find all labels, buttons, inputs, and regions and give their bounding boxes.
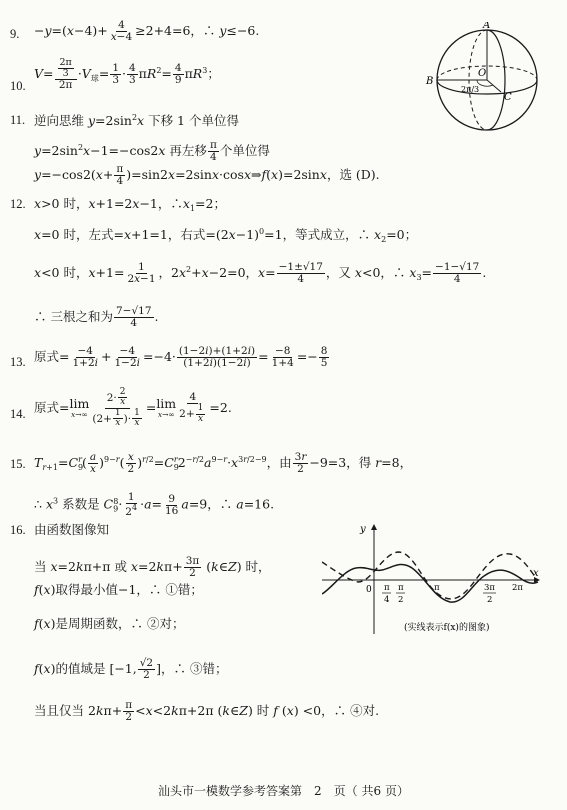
label-o: O (478, 68, 487, 79)
problem-number: 10. (10, 79, 26, 93)
problem-number: 13. (10, 355, 26, 369)
problem-10-body: V= $\frac{\frac{2\pi}{3}}{2\pi}$ $\cdot V_球=$ $\frac{1}{3}$ · $\frac{4}{3}$ $\pi R^2=$ $\frac{4}{9}$ $\pi R^3$； (34, 57, 220, 91)
problem-11-line-2: $y=2\sin^2x-1=-\cos 2x$ 再左移 $\frac{\pi}{4}$ 个单位得 (34, 139, 270, 164)
problem-number: 12. (10, 197, 26, 211)
problem-16-line-3: f(x)取得最小值−1，∴ ①错； (34, 582, 203, 597)
tick-pi-2-den: 2 (398, 595, 404, 605)
y-label: y (360, 524, 366, 535)
graph-caption: (实线表示f(x)的图象) (404, 623, 490, 633)
problem-16-line-6: 当且仅当 2kπ+ $\frac{\pi}{2}$ <x<2kπ+2π (k∈Z) 时 f (x) <0，∴ ④对. (34, 699, 380, 724)
dashed-curve (322, 552, 536, 599)
problem-number: 16. (10, 523, 26, 537)
problem-9-body: −y=(x−4)+ $\frac{4}{x-4}$ ≥2+4=6，∴ y≤−6. (34, 19, 260, 44)
label-b: B (426, 76, 434, 87)
tick-2pi: 2π (512, 583, 523, 593)
page-footer: 汕头市一模数学参考答案第 2 页（ 共6 页） (158, 784, 409, 798)
tick-pi-4-num: π (384, 583, 390, 593)
problem-12-line-1: x>0 时，x+1=2x−1，$\therefore x_1=2$； (34, 196, 226, 213)
x-label: x (533, 568, 539, 579)
problem-13-body: 原式= $\frac{-4}{1+2i}$ + $\frac{-4}{1-2i}$ =−4· $\frac{(1-2i)+(1+2i)}{(1+2i)(1-2i)}$ = $\frac{-8}{1+4}$ =− $\frac{8}{5}$ (34, 345, 328, 370)
origin-label: 0 (366, 585, 372, 595)
problem-16-line-1: 由函数图像知 (34, 522, 110, 537)
problem-12-line-4: ∴ 三根之和为 $\frac{7-√17}{4}$ . (34, 305, 159, 330)
problem-number: 15. (10, 457, 26, 471)
problem-16-line-5: f(x)的值域是 [−1, $\frac{√2}{2}$ ]，∴ ③错； (34, 657, 228, 682)
tick-pi-2-num: π (398, 583, 404, 593)
problem-number: 14. (10, 407, 26, 421)
tick-3pi-2-den: 2 (487, 595, 493, 605)
tick-pi-4-den: 4 (384, 595, 390, 605)
problem-15-line-2: ∴ $x^3$ 系数是 $C_9^8\cdot$ $\frac{1}{2^4}$ ·a= $\frac{9}{16}$ a=9，∴ a=16. (34, 491, 275, 519)
problem-12-line-3: x<0 时，x+1= $\frac{1}{2x-1}$ ，$2x^2+x-2=0$，x= $\frac{-1\pm√17}{4}$ ，又 x<0，∴ $x_3=$ $\frac{-1-√17}{4}$ . (34, 261, 487, 286)
problem-11-line-1: 逆向思维 $y=2\sin^2x$ 下移 1 个单位得 (34, 113, 239, 128)
solid-curve (322, 565, 538, 603)
problem-16-line-4: f(x)是周期函数，∴ ②对； (34, 616, 185, 631)
sphere-figure (425, 22, 550, 132)
function-graph (322, 522, 542, 642)
problem-12-line-2: x=0 时，左式=x+1=1，右式$=(2x-1)^0=1$，等式成立，∴ $x_2=0$； (34, 227, 418, 244)
problem-16-line-2: 当 x=2kπ+π 或 x=2kπ+ $\frac{3\pi}{2}$ (k∈Z) 时， (34, 555, 271, 580)
problem-14-body: 原式= lim x→∞ 2· $\frac{2}{x}$ (2+ $\frac{1}{x}$ )· $\frac{1}{x}$ = lim x→∞ 4 2+ $\frac{1}{x}$ =2. (34, 387, 232, 429)
problem-15-line-1: $T_{r+1}=C_9^r$( $\frac{a}{x}$ )$^{9-r}$( $\frac{x}{2}$ )$^{r/2}=C_9^r2^{-r/2}a^{9-r}\cdot x^{3r/2-9}$，由 $\frac{3r}{2}$ −9=3，得 r=8， (34, 451, 413, 476)
label-a: A (483, 22, 491, 31)
label-angle: 2π/3 (461, 85, 480, 94)
problem-number: 9. (10, 27, 20, 41)
tick-3pi-2-num: 3π (484, 583, 495, 593)
problem-number: 11. (10, 113, 26, 127)
problem-11-line-3: y=−cos2(x+ $\frac{\pi}{4}$ )=sin2x=2sinx·cosx⇒f(x)=2sinx，选 (D). (34, 163, 380, 188)
label-c: C (504, 92, 512, 103)
y-axis-arrow-icon (371, 524, 377, 530)
tick-pi: π (434, 583, 440, 593)
